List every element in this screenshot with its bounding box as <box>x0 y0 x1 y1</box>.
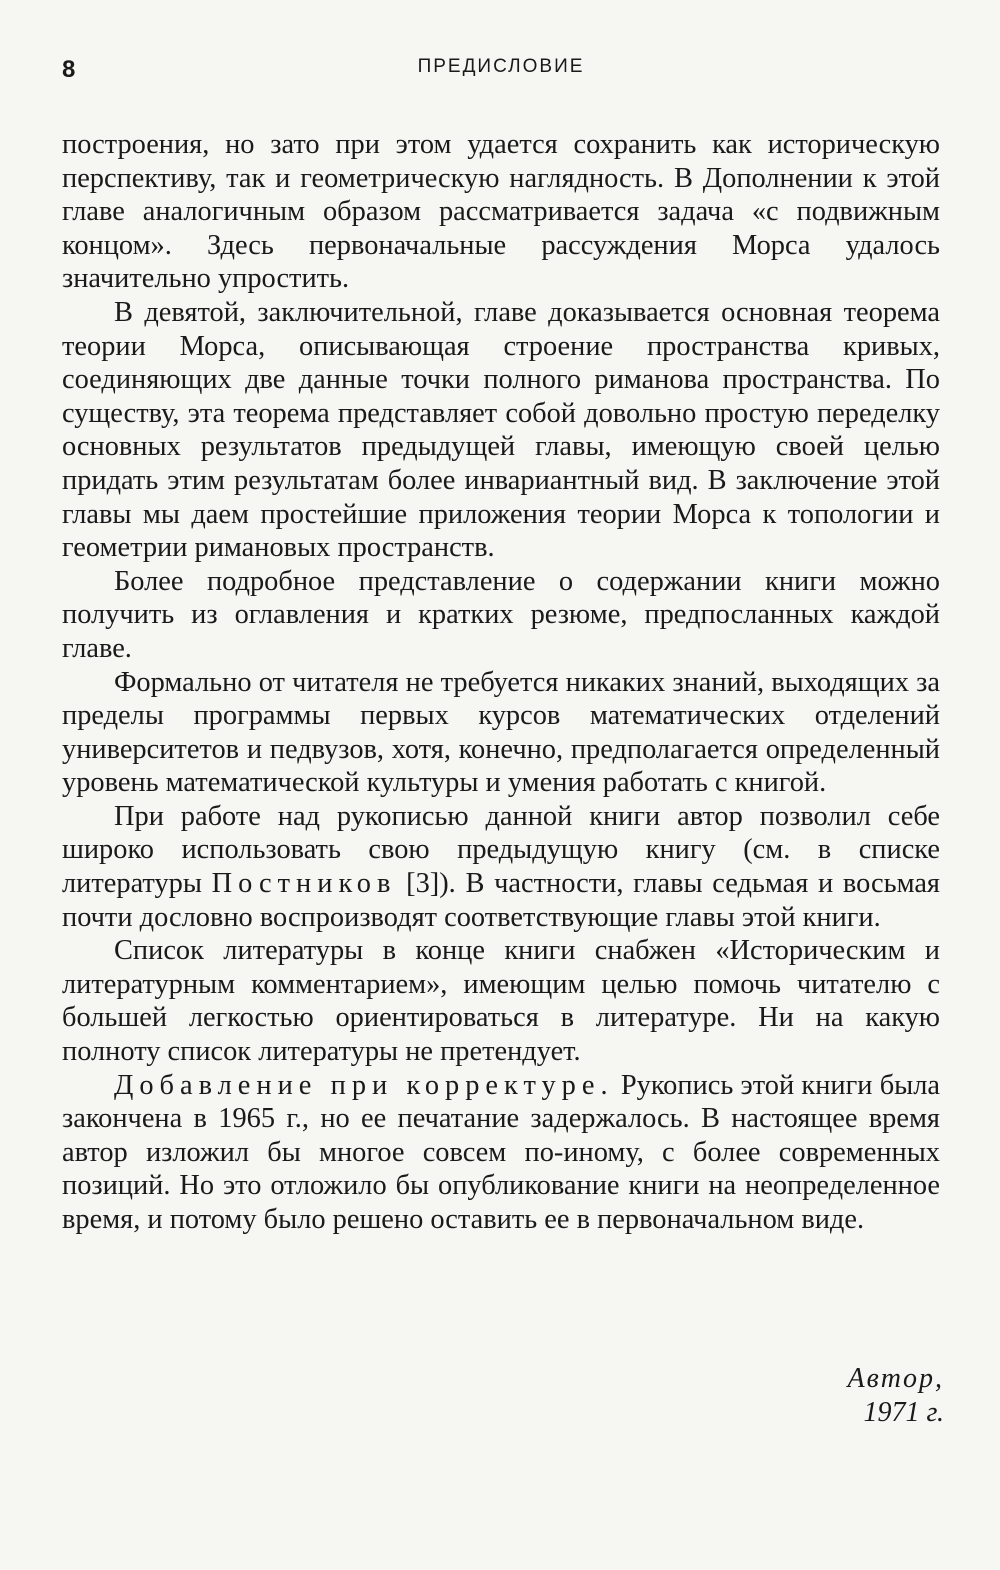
page-number: 8 <box>62 56 76 83</box>
signature-year: 1971 г. <box>863 1397 944 1428</box>
paragraph-6: Список литературы в конце книги снабжен «Историческим и литературным комментарием», имеющим целью помочь читателю с большей легкостью ориентироваться в литературе. Ни на какую полноту список литературы не претендует. <box>62 935 940 1068</box>
paragraph-7 <box>62 1069 940 1237</box>
paragraph-5-start: При работе над рукописью данной книги автор позволил себе широко использовать свою предыдущую книгу (см. в списке литературы <box>62 800 940 900</box>
page-header <box>62 50 940 90</box>
paragraph-1: построения, но зато при этом удается сохранить как историческую перспективу, так и геометрическую наглядность. В Дополнении к этой главе аналогичным образом рассматривается задача «с подвижным концом». Здесь первоначальные рассуждения Морса удалось значительно упростить. <box>62 129 940 295</box>
proof-addition-heading: Добавление при корректуре. <box>114 1069 614 1101</box>
document-page <box>62 50 940 1237</box>
signature-author: Автор, <box>847 1363 944 1394</box>
proof-addition-text: Рукопись этой книги была закончена в 1965 г., но ее печатание задержалось. В настоящее время автор изложил бы многое совсем по-иному, с более современных позиций. Но это отложило бы опубликование книги на неопределенное время, и потому было решено оставить ее в первоначальном виде. <box>62 1069 940 1235</box>
paragraph-2: В девятой, заключительной, главе доказывается основная теорема теории Морса, описывающая строение пространства кривых, соединяющих две данные точки полного риманова пространства. По существу, эта теорема представляет собой довольно простую переделку основных результатов предыдущей главы, имеющую своей целью придать этим результатам более инвариантный вид. В заключение этой главы мы даем простейшие приложения теории Морса к топологии и геометрии римановых пространств. <box>62 296 940 564</box>
signature <box>848 1362 944 1430</box>
paragraph-5-end: [3]). В частности, главы седьмая и восьмая почти дословно воспроизводят соответствующие главы этой книги. <box>62 868 940 933</box>
paragraph-4: Формально от читателя не требуется никаких знаний, выходящих за пределы программы первых курсов математических отделений университетов и педвузов, хотя, конечно, предполагается определенный уровень математической культуры и умения работать с книгой. <box>62 666 940 799</box>
cited-author-name: Постников <box>211 868 397 900</box>
paragraph-5 <box>62 800 940 934</box>
body-text <box>62 128 940 1237</box>
paragraph-3: Более подробное представление о содержании книги можно получить из оглавления и кратких резюме, предпосланных каждой главе. <box>62 565 940 664</box>
running-head: ПРЕДИСЛОВИЕ <box>417 56 585 77</box>
